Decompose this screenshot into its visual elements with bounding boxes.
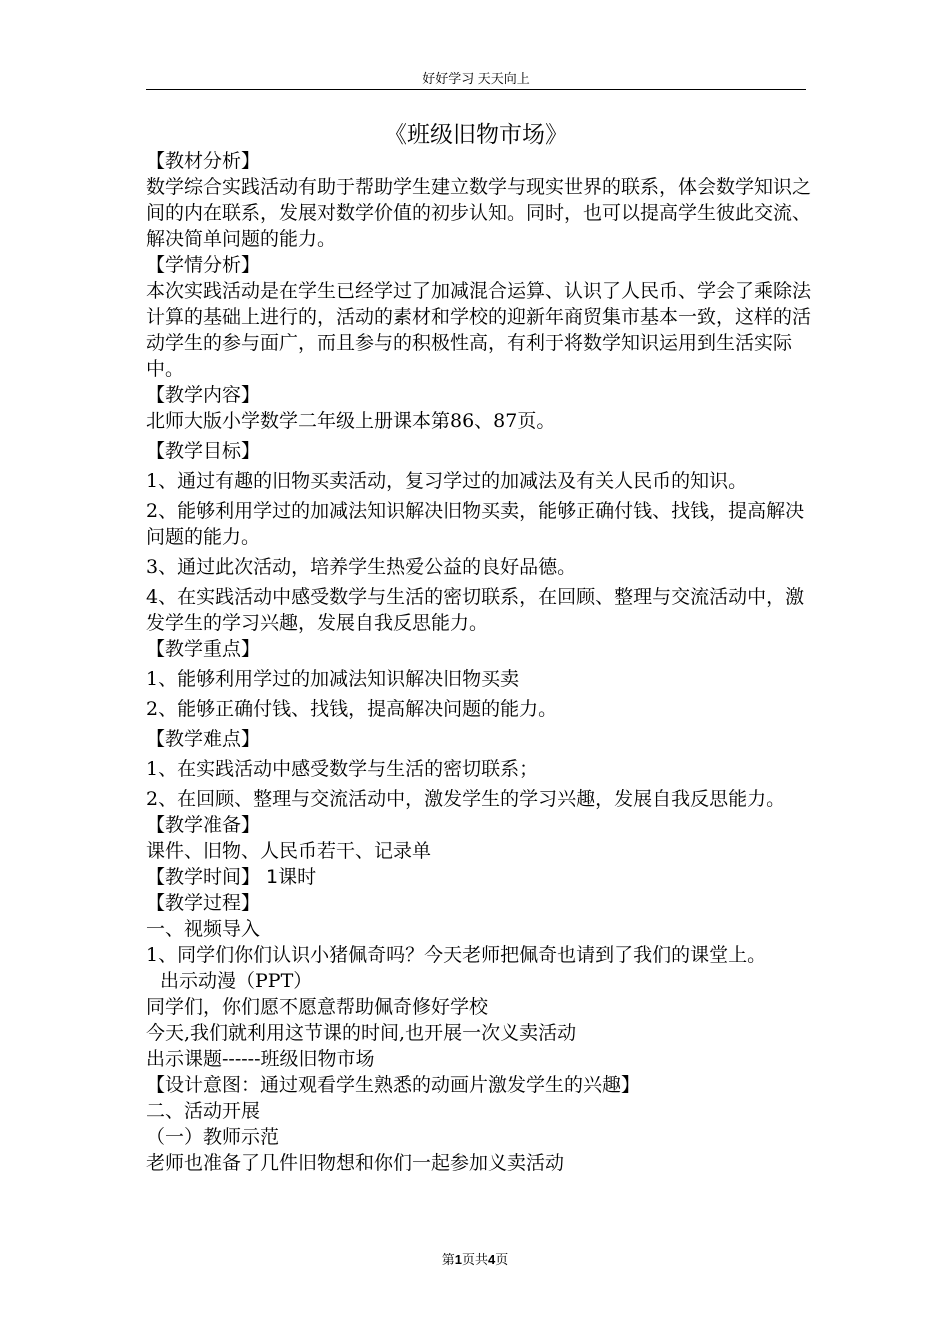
student-analysis-body: 本次实践活动是在学生已经学过了加减混合运算、认识了人民币、学会了乘除法计算的基础上进行的，活动的素材和学校的迎新年商贸集市基本一致，这样的活动学生的参与面广，而且参与的积极性高，有利于将数学知识运用到生活实际中。 [146,280,812,380]
footer-suffix: 页 [495,1252,509,1267]
prep-body: 课件、旧物、人民币若干、记录单 [146,840,432,862]
content-heading: 【教学内容】 [146,384,261,406]
goal-item: 3、通过此次活动，培养学生热爱公益的良好品德。 [146,556,577,578]
page-footer [0,1249,950,1268]
key-point-item: 1、能够利用学过的加减法知识解决旧物买卖 [146,668,520,690]
process-line: 二、活动开展 [146,1100,261,1122]
design-intent: 【设计意图：通过观看学生熟悉的动画片激发学生的兴趣】 [146,1074,641,1096]
goals-heading: 【教学目标】 [146,440,261,462]
textbook-analysis-heading: 【教材分析】 [146,150,261,172]
key-points-heading: 【教学重点】 [146,638,261,660]
footer-total-pages: 4 [488,1252,496,1267]
process-line: 出示动漫（PPT） [160,970,313,992]
prep-heading: 【教学准备】 [146,814,261,836]
process-line: 出示课题------班级旧物市场 [146,1048,375,1070]
process-line: 一、视频导入 [146,918,261,940]
process-line: 1、同学们你们认识小猪佩奇吗？今天老师把佩奇也请到了我们的课堂上。 [146,944,767,966]
difficulty-item: 1、在实践活动中感受数学与生活的密切联系； [146,758,539,780]
time-body: 1课时 [260,866,317,888]
page-header: 好好学习 天天向上 [422,71,530,86]
footer-prefix: 第 [441,1252,455,1267]
process-heading: 【教学过程】 [146,892,261,914]
difficulties-heading: 【教学难点】 [146,728,261,750]
textbook-analysis-body: 数学综合实践活动有助于帮助学生建立数学与现实世界的联系，体会数学知识之间的内在联系，发展对数学价值的初步认知。同时，也可以提高学生彼此交流、解决简单问题的能力。 [146,176,812,250]
process-line: （一）教师示范 [146,1126,280,1148]
goal-item: 1、通过有趣的旧物买卖活动，复习学过的加减法及有关人民币的知识。 [146,470,748,492]
time-line [146,864,816,890]
process-line: 老师也准备了几件旧物想和你们一起参加义卖活动 [146,1152,565,1174]
key-point-item: 2、能够正确付钱、找钱，提高解决问题的能力。 [146,698,558,720]
difficulty-item: 2、在回顾、整理与交流活动中，激发学生的学习兴趣，发展自我反思能力。 [146,788,786,810]
header-divider [146,89,806,90]
footer-page-number: 1 [454,1252,462,1267]
content-body: 北师大版小学数学二年级上册课本第86、87页。 [146,410,556,432]
document-body [146,148,816,1176]
process-line: 同学们，你们愿不愿意帮助佩奇修好学校 [146,996,489,1018]
document-title: 《班级旧物市场》 [384,122,568,148]
goal-item: 2、能够利用学过的加减法知识解决旧物买卖，能够正确付钱、找钱，提高解决问题的能力。 [146,500,805,548]
student-analysis-heading: 【学情分析】 [146,254,261,276]
footer-middle: 页共 [461,1252,488,1267]
goal-item: 4、在实践活动中感受数学与生活的密切联系，在回顾、整理与交流活动中，激发学生的学习兴趣，发展自我反思能力。 [146,586,805,634]
time-heading: 【教学时间】 [146,866,261,888]
process-line: 今天,我们就利用这节课的时间,也开展一次义卖活动 [146,1022,577,1044]
